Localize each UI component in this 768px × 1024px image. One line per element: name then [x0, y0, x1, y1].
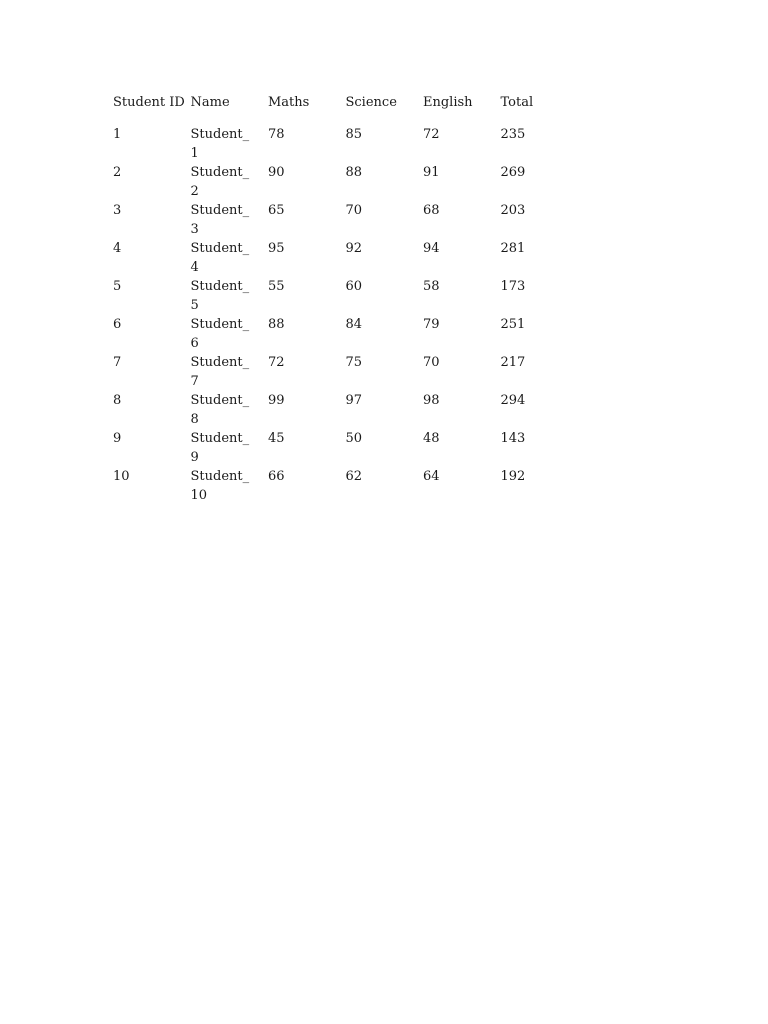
cell-science: 50	[345, 431, 363, 446]
cell-maths: 95	[268, 241, 285, 256]
cell-total: 269	[500, 165, 526, 180]
header-english: English	[423, 95, 473, 110]
cell-total: 143	[500, 431, 526, 446]
cell-science: 85	[345, 127, 363, 142]
cell-maths: 65	[268, 203, 285, 218]
cell-total: 217	[500, 355, 526, 370]
header-row	[113, 93, 578, 125]
cell-student-id: 6	[113, 317, 122, 332]
cell-total: 173	[500, 279, 526, 294]
cell-maths: 90	[268, 165, 285, 180]
table-body	[113, 125, 578, 505]
table-row	[113, 201, 578, 239]
cell-total: 192	[500, 469, 526, 484]
cell-total: 281	[500, 241, 526, 256]
cell-english: 79	[423, 317, 440, 332]
cell-maths: 99	[268, 393, 285, 408]
cell-name: Student_5	[190, 279, 250, 313]
cell-student-id: 8	[113, 393, 122, 408]
cell-english: 98	[423, 393, 440, 408]
cell-student-id: 4	[113, 241, 122, 256]
table-header	[113, 93, 578, 125]
header-student-id: Student ID	[113, 95, 185, 110]
cell-english: 58	[423, 279, 440, 294]
cell-maths: 78	[268, 127, 285, 142]
cell-total: 251	[500, 317, 526, 332]
cell-student-id: 5	[113, 279, 122, 294]
cell-english: 91	[423, 165, 440, 180]
cell-name: Student_9	[190, 431, 250, 465]
student-grades-table	[113, 93, 578, 505]
cell-science: 60	[345, 279, 363, 294]
cell-maths: 88	[268, 317, 285, 332]
cell-name: Student_3	[190, 203, 250, 237]
header-total: Total	[500, 95, 534, 110]
cell-english: 48	[423, 431, 440, 446]
cell-maths: 72	[268, 355, 285, 370]
header-science: Science	[345, 95, 397, 110]
cell-total: 294	[500, 393, 526, 408]
cell-science: 84	[345, 317, 363, 332]
cell-name: Student_8	[190, 393, 250, 427]
cell-science: 97	[345, 393, 363, 408]
cell-student-id: 3	[113, 203, 122, 218]
table-row	[113, 125, 578, 163]
cell-english: 68	[423, 203, 440, 218]
cell-name: Student_4	[190, 241, 250, 275]
cell-name: Student_1	[190, 127, 250, 161]
cell-student-id: 10	[113, 469, 130, 484]
cell-maths: 55	[268, 279, 285, 294]
header-maths: Maths	[268, 95, 310, 110]
cell-total: 203	[500, 203, 526, 218]
cell-english: 94	[423, 241, 440, 256]
cell-name: Student_2	[190, 165, 250, 199]
cell-maths: 45	[268, 431, 285, 446]
cell-english: 64	[423, 469, 440, 484]
cell-student-id: 1	[113, 127, 122, 142]
cell-student-id: 7	[113, 355, 122, 370]
cell-science: 75	[345, 355, 363, 370]
cell-student-id: 2	[113, 165, 122, 180]
cell-science: 70	[345, 203, 363, 218]
cell-name: Student_10	[190, 469, 250, 503]
table-row	[113, 467, 578, 505]
cell-name: Student_7	[190, 355, 250, 389]
cell-name: Student_6	[190, 317, 250, 351]
cell-total: 235	[500, 127, 526, 142]
cell-maths: 66	[268, 469, 285, 484]
header-name: Name	[190, 95, 230, 110]
cell-science: 88	[345, 165, 363, 180]
table-row	[113, 163, 578, 201]
cell-student-id: 9	[113, 431, 122, 446]
table-row	[113, 315, 578, 353]
table-row	[113, 239, 578, 277]
table-row	[113, 391, 578, 429]
cell-science: 92	[345, 241, 363, 256]
cell-english: 70	[423, 355, 440, 370]
table-row	[113, 277, 578, 315]
cell-science: 62	[345, 469, 363, 484]
table-row	[113, 429, 578, 467]
table-row	[113, 353, 578, 391]
cell-english: 72	[423, 127, 440, 142]
